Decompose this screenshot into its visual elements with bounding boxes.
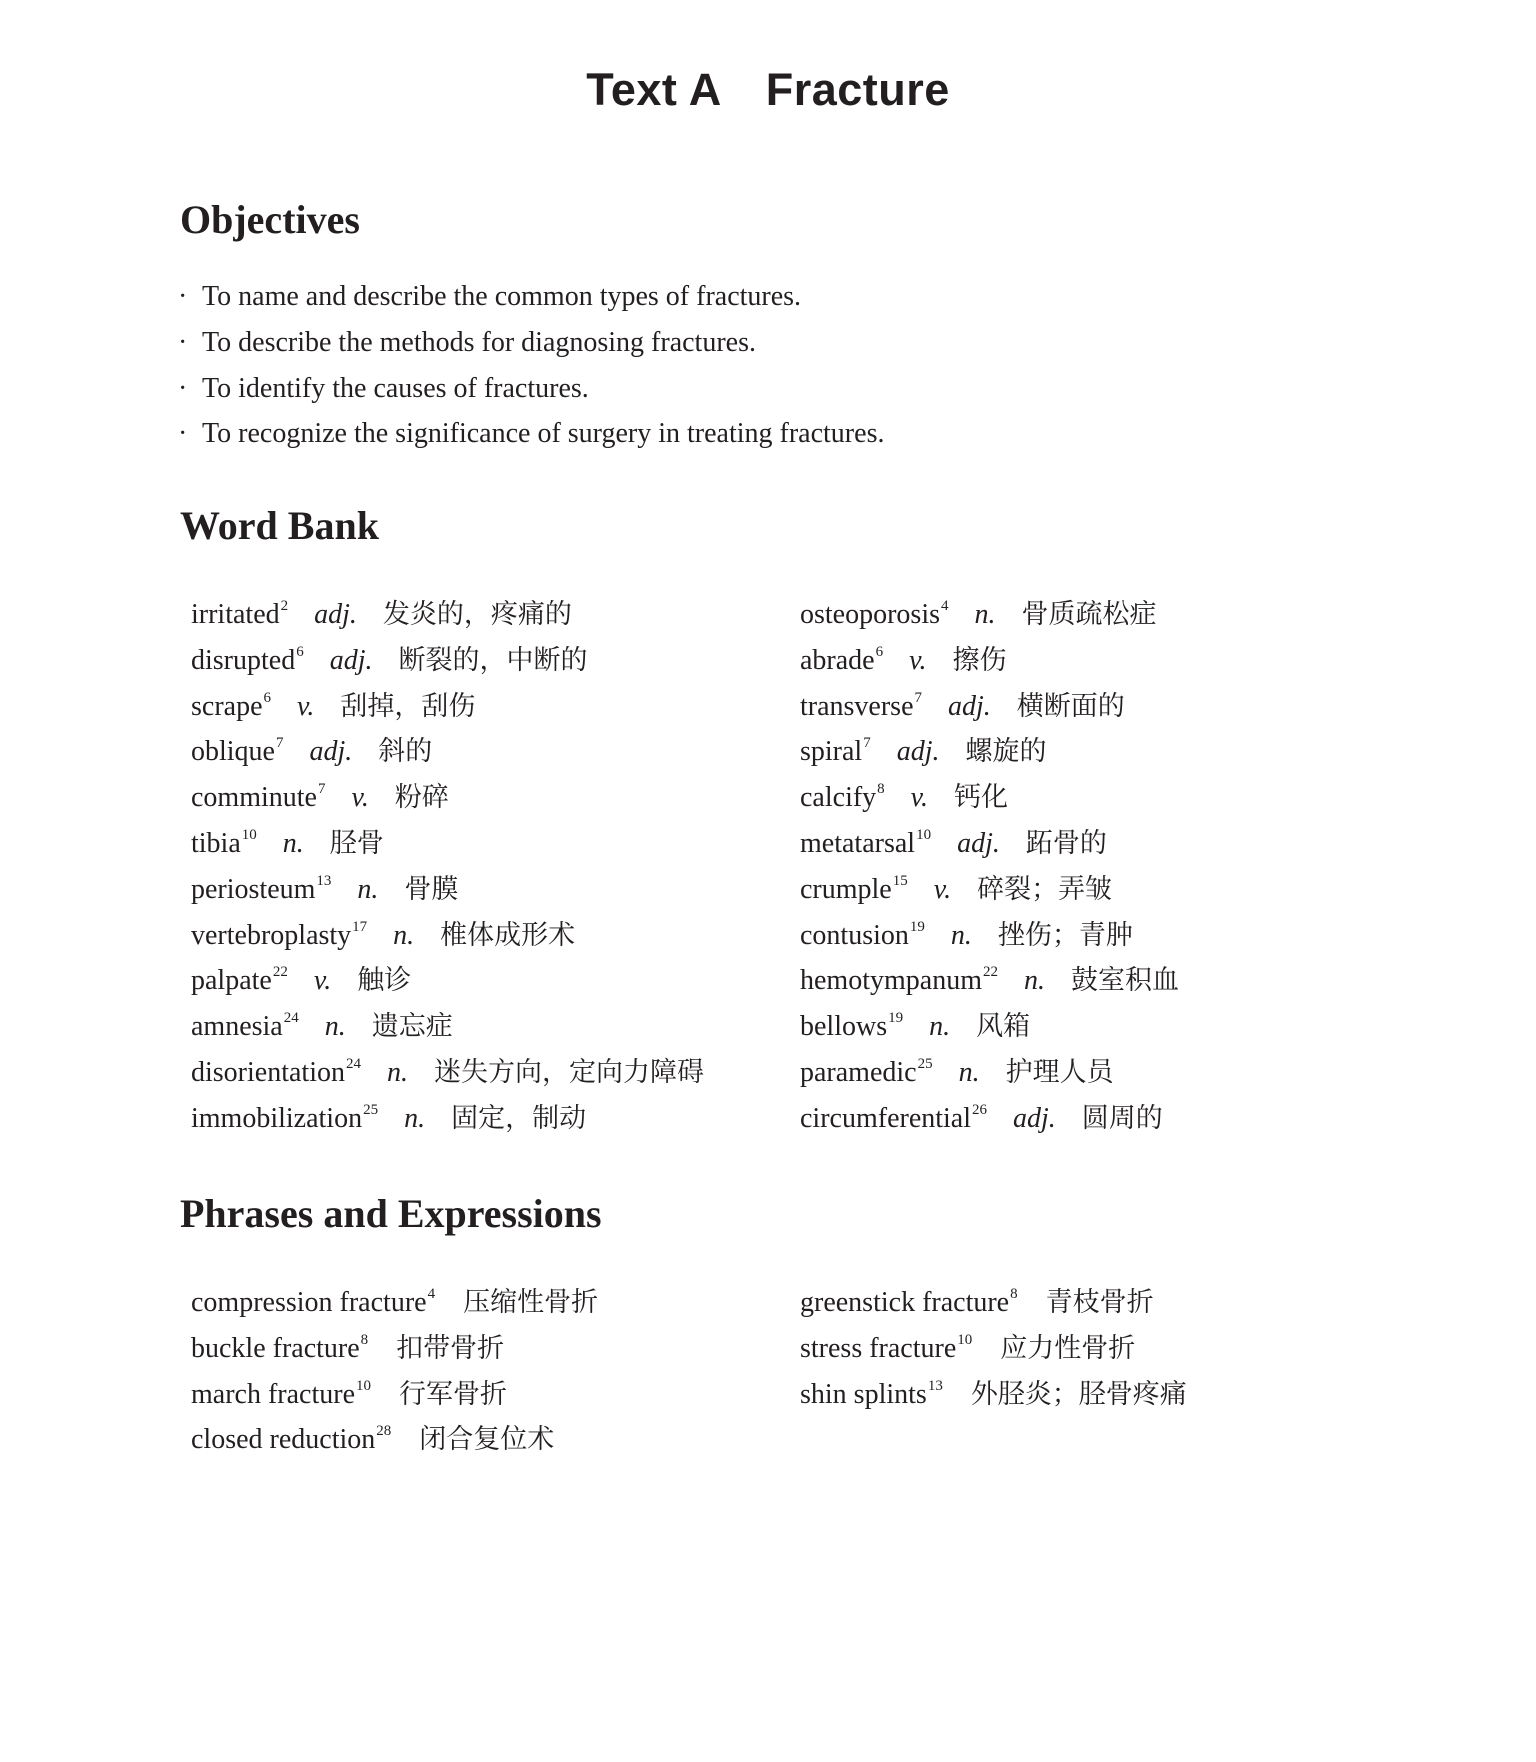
word-term: circumferential [800,1102,972,1134]
word-term: spiral [800,736,863,768]
line-reference: 10 [356,1377,371,1394]
word-meaning: 碎裂；弄皱 [977,873,1113,905]
part-of-speech: n. [324,1011,346,1043]
phrase-term: march fracture [191,1378,355,1410]
part-of-speech: n. [282,827,304,859]
line-reference: 4 [427,1286,436,1302]
word-entry [191,1096,704,1142]
line-reference: 10 [241,826,257,843]
word-meaning: 跖骨的 [1025,827,1107,859]
word-entry [800,684,1179,730]
word-entry [800,775,1179,821]
phrase-meaning: 青枝骨折 [1045,1287,1154,1318]
word-term: scrape [191,690,263,722]
word-meaning: 胫骨 [329,827,384,859]
phrase-meaning: 压缩性骨折 [463,1287,599,1318]
line-reference: 28 [376,1423,392,1440]
objectives-list [178,274,884,457]
line-reference: 7 [914,689,923,706]
line-reference: 19 [888,1010,904,1027]
phrase-entry [800,1280,1187,1326]
phrase-meaning: 扣带骨折 [396,1332,505,1364]
word-term: immobilization [191,1102,363,1134]
part-of-speech: n. [404,1102,426,1134]
word-entry [191,913,704,959]
line-reference: 13 [316,872,332,889]
word-entry [800,1096,1179,1142]
word-meaning: 触诊 [357,965,412,997]
objective-item [178,411,884,457]
line-reference: 10 [957,1331,973,1348]
word-meaning: 粉碎 [394,782,449,814]
word-entry [191,592,704,638]
word-entry [800,913,1179,959]
word-bank-left-column [191,592,704,1142]
word-term: disrupted [191,644,296,676]
word-meaning: 遗忘症 [371,1011,453,1043]
word-entry [191,638,704,684]
page-title [0,62,1536,118]
word-meaning: 骨膜 [404,873,459,905]
line-reference: 19 [909,918,925,935]
word-meaning: 擦伤 [952,644,1007,676]
word-meaning: 圆周的 [1081,1102,1163,1134]
word-entry [800,958,1179,1004]
word-meaning: 鼓室积血 [1070,965,1179,997]
word-term: palpate [191,965,272,997]
word-entry [800,729,1179,775]
line-reference: 6 [296,643,304,660]
objective-text: To identify the causes of fractures. [202,372,589,404]
word-term: amnesia [191,1011,283,1043]
objective-item [178,366,884,412]
word-entry [800,592,1179,638]
line-reference: 4 [941,598,949,614]
line-reference: 17 [352,918,368,935]
line-reference: 6 [263,689,272,706]
phrase-entry [800,1326,1187,1372]
word-term: crumple [800,873,892,905]
line-reference: 13 [927,1377,943,1394]
objective-text: To name and describe the common types of fractures. [202,281,802,312]
objective-item [178,320,884,366]
line-reference: 22 [272,964,288,981]
phrase-term: buckle fracture [191,1332,360,1364]
word-term: tibia [191,827,241,859]
bullet-icon: · [178,326,188,358]
word-meaning: 护理人员 [1005,1056,1114,1088]
word-term: abrade [800,644,875,676]
line-reference: 24 [345,1055,361,1072]
word-term: disorientation [191,1056,345,1088]
part-of-speech: adj. [957,827,1000,859]
word-meaning: 固定，制动 [451,1102,587,1134]
word-entry [800,821,1179,867]
word-meaning: 断裂的，中断的 [398,644,588,676]
phrase-meaning: 外胫炎；胫骨疼痛 [970,1378,1187,1410]
line-reference: 24 [283,1010,299,1027]
part-of-speech: adj. [1013,1102,1056,1134]
word-term: bellows [800,1011,888,1043]
objective-item [178,274,884,320]
part-of-speech: n. [1023,965,1045,997]
phrases-right-column [800,1280,1187,1417]
line-reference: 7 [317,781,326,798]
objectives-heading: Objectives [180,197,360,242]
word-entry [191,684,704,730]
line-reference: 6 [875,643,884,660]
word-bank-heading: Word Bank [180,503,379,548]
phrases-heading: Phrases and Expressions [180,1191,602,1236]
line-reference: 26 [972,1101,988,1118]
part-of-speech: adj. [896,736,940,768]
phrase-meaning: 行军骨折 [399,1378,507,1410]
line-reference: 10 [916,826,932,843]
objective-text: To describe the methods for diagnosing fractures. [202,326,756,358]
part-of-speech: v. [351,782,369,814]
word-entry [800,1004,1179,1050]
word-term: vertebroplasty [191,919,352,951]
word-term: comminute [191,782,317,814]
line-reference: 2 [280,598,289,614]
line-reference: 8 [877,781,885,798]
word-term: periosteum [191,873,316,905]
word-meaning: 横断面的 [1016,690,1125,722]
part-of-speech: v. [910,782,929,814]
word-entry [191,1050,704,1096]
word-entry [191,775,704,821]
word-entry [191,867,704,913]
word-term: contusion [800,919,909,951]
part-of-speech: v. [909,644,927,676]
word-term: oblique [191,736,275,768]
word-meaning: 刮掉，刮伤 [340,690,476,722]
line-reference: 8 [1010,1286,1018,1302]
part-of-speech: n. [929,1011,951,1043]
word-term: transverse [800,690,914,722]
part-of-speech: adj. [309,736,353,768]
word-term: osteoporosis [800,599,940,630]
part-of-speech: n. [950,919,972,951]
line-reference: 15 [892,872,908,889]
bullet-icon: · [178,372,188,404]
part-of-speech: n. [393,919,415,951]
phrase-entry [191,1372,598,1418]
word-meaning: 骨质疏松症 [1021,599,1157,630]
part-of-speech: adj. [329,644,373,676]
word-meaning: 斜的 [378,736,433,768]
word-bank-right-column [800,592,1179,1142]
phrase-entry [191,1280,598,1326]
word-term: paramedic [800,1056,917,1088]
objective-text: To recognize the significance of surgery in treating fractures. [202,418,885,450]
word-term: calcify [800,782,877,814]
phrases-left-column [191,1280,598,1463]
word-entry [191,958,704,1004]
line-reference: 7 [276,735,284,752]
text-label: Text A [586,64,722,116]
word-entry [191,729,704,775]
part-of-speech: adj. [948,690,991,722]
word-entry [191,821,704,867]
line-reference: 25 [363,1101,379,1118]
phrase-term: compression fracture [191,1287,427,1318]
word-entry [800,638,1179,684]
phrase-entry [800,1372,1187,1418]
word-meaning: 挫伤；青肿 [997,919,1133,951]
line-reference: 25 [917,1055,933,1072]
word-term: hemotympanum [800,965,982,997]
bullet-icon: · [178,281,188,312]
part-of-speech: adj. [314,599,357,630]
part-of-speech: n. [386,1056,408,1088]
word-meaning: 迷失方向，定向力障碍 [433,1056,704,1088]
line-reference: 8 [360,1331,369,1348]
word-term: metatarsal [800,827,916,859]
word-meaning: 风箱 [976,1011,1031,1043]
phrase-entry [191,1326,598,1372]
part-of-speech: n. [357,873,379,905]
line-reference: 22 [982,964,998,981]
word-term: irritated [191,599,280,630]
word-meaning: 椎体成形术 [440,919,576,951]
part-of-speech: v. [313,965,332,997]
phrase-meaning: 闭合复位术 [419,1424,555,1456]
part-of-speech: n. [958,1056,980,1088]
text-name: Fracture [765,64,950,116]
phrase-meaning: 应力性骨折 [1000,1332,1136,1364]
part-of-speech: v. [297,690,315,722]
bullet-icon: · [178,418,188,450]
line-reference: 7 [863,735,871,752]
word-meaning: 发炎的，疼痛的 [382,599,572,630]
word-entry [191,1004,704,1050]
phrase-term: shin splints [800,1378,927,1410]
word-entry [800,1050,1179,1096]
part-of-speech: v. [933,873,952,905]
word-meaning: 钙化 [954,782,1009,814]
word-meaning: 螺旋的 [965,736,1047,768]
phrase-term: greenstick fracture [800,1287,1010,1318]
phrase-term: stress fracture [800,1332,957,1364]
phrase-entry [191,1417,598,1463]
part-of-speech: n. [974,599,996,630]
word-entry [800,867,1179,913]
phrase-term: closed reduction [191,1424,376,1456]
